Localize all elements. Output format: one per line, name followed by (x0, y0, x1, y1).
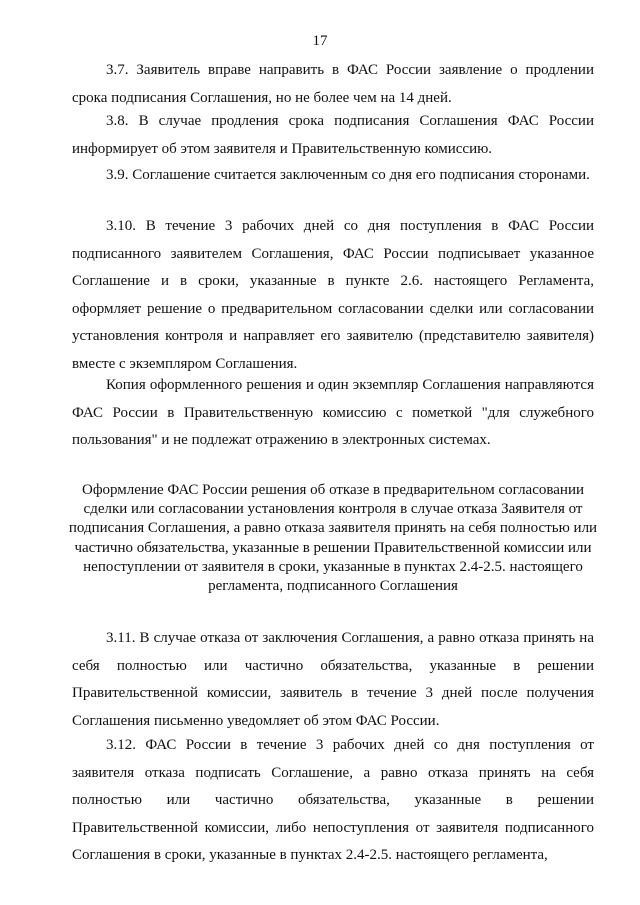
paragraph-3-11: 3.11. В случае отказа от заключения Соглашения, а равно отказа принять на себя полностью или частично обязательства, указанные в решении Правительственной комиссии, заявитель в течение 3 дней после получения Соглашения письменно уведомляет об этом ФАС России. (72, 630, 594, 729)
page-number: 17 (312, 33, 328, 49)
paragraph-3-7: 3.7. Заявитель вправе направить в ФАС России заявление о продлении срока подписания Соглашения, но не более чем на 14 дней. (72, 62, 594, 106)
paragraph-3-8: 3.8. В случае продления срока подписания Соглашения ФАС России информирует об этом заявителя и Правительственную комиссию. (72, 113, 594, 157)
section-heading: Оформление ФАС России решения об отказе в предварительном согласовании сделки или согласовании установления контроля в случае отказа Заявителя от подписания Соглашения, а равно отказа заявителя принять на себя полностью или частично обязательства, указанные в решении Правительственной комиссии или непоступлении от заявителя в сроки, указанные в пунктах 2.4-2.5. настоящего регламента, подписанного Соглашения (68, 482, 598, 595)
paragraph-3-9: 3.9. Соглашение считается заключенным со дня его подписания сторонами. (106, 167, 590, 183)
paragraph-3-10: 3.10. В течение 3 рабочих дней со дня поступления в ФАС России подписанного заявителем Соглашения, ФАС России подписывает указанное Соглашение и в сроки, указанные в пункте 2.6. настоящего Регламента, оформляет решение о предварительном согласовании сделки или согласовании установления контроля и направляет его заявителю (представителю заявителя) вместе с экземпляром Соглашения. (72, 218, 594, 372)
paragraph-copy: Копия оформленного решения и один экземпляр Соглашения направляются ФАС России в Правительственную комиссию с пометкой "для служебного пользования" и не подлежат отражению в электронных системах. (72, 377, 594, 448)
paragraph-3-12: 3.12. ФАС России в течение 3 рабочих дней со дня поступления от заявителя отказа подписать Соглашение, а равно отказа принять на себя полностью или частично обязательства, указанные в решении Правительственной комиссии, либо непоступления от заявителя подписанного Соглашения в сроки, указанные в пунктах 2.4-2.5. настоящего регламента, (72, 737, 594, 863)
